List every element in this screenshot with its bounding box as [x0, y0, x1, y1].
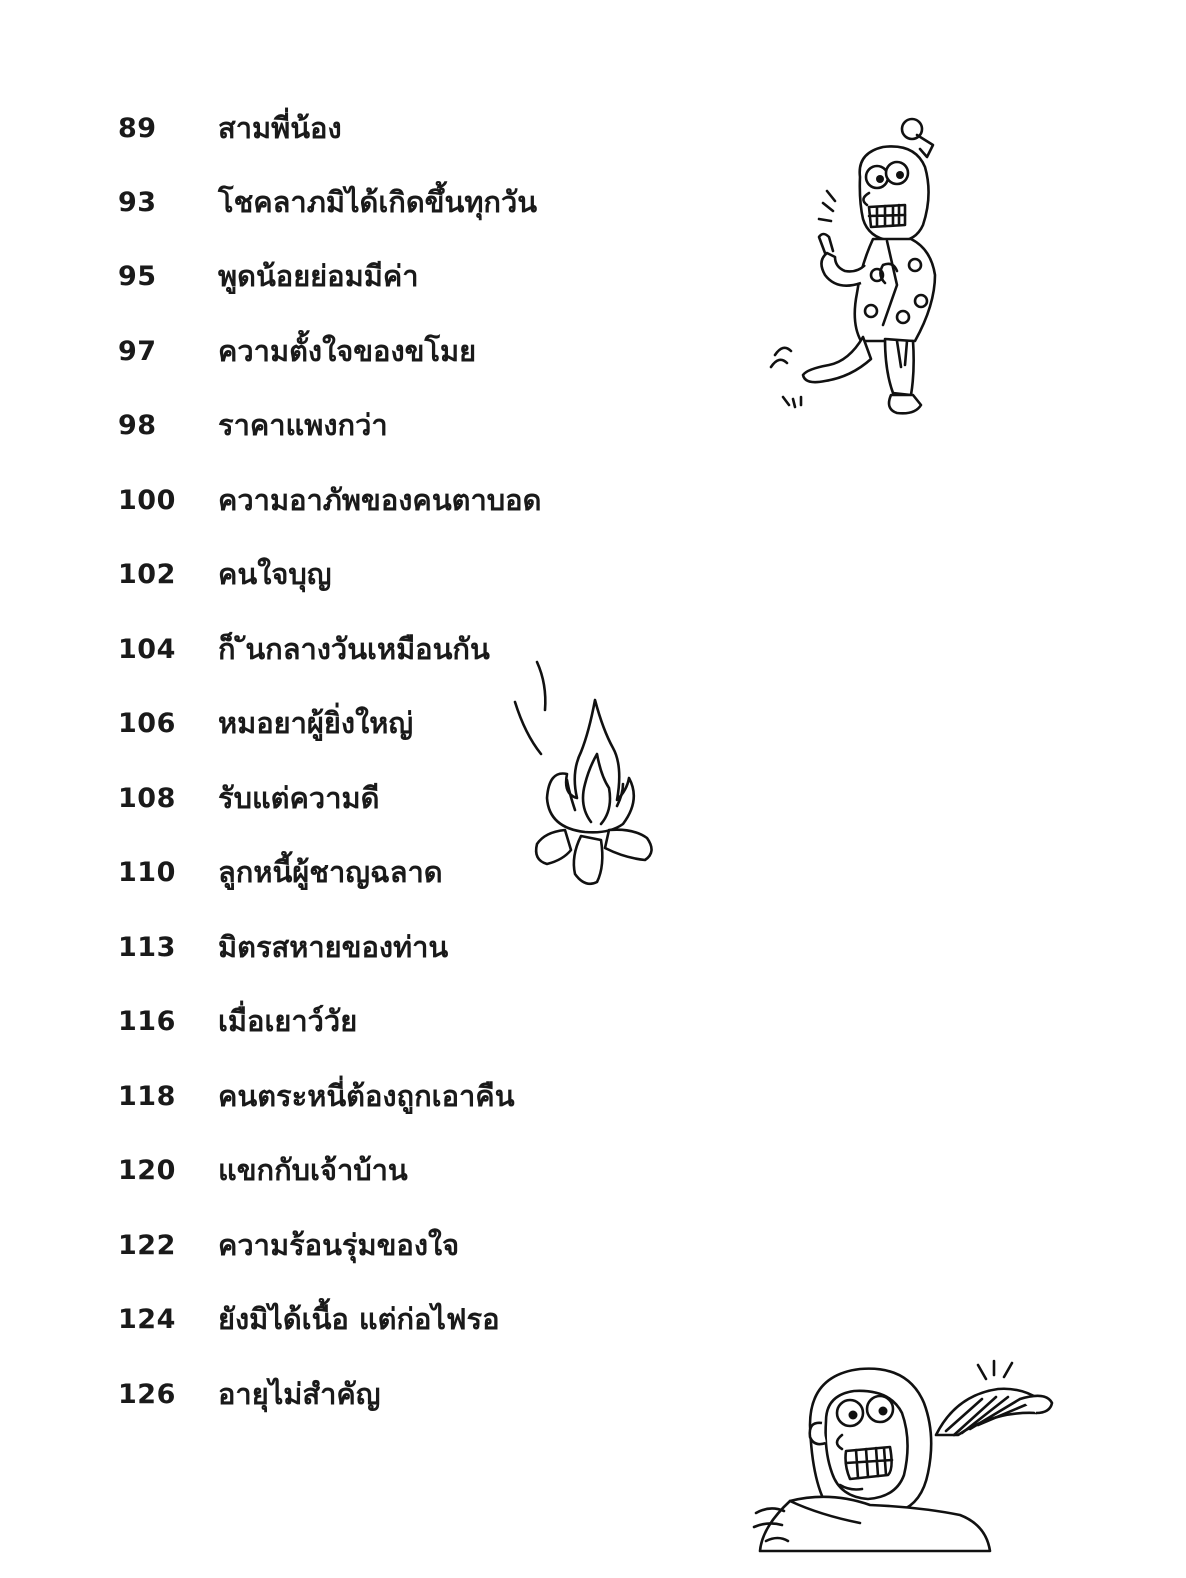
- toc-title: แขกกับเจ้าบ้าน: [218, 1153, 408, 1187]
- toc-entry[interactable]: [118, 773, 379, 823]
- toc-title: คนตระหนี่ต้องถูกเอาคืน: [218, 1079, 515, 1113]
- toc-page-number: 98: [118, 409, 157, 441]
- walking-man-cartoon-icon: [765, 115, 965, 420]
- toc-entry[interactable]: [118, 549, 332, 599]
- toc-page-number: 116: [118, 1005, 176, 1037]
- toc-entry[interactable]: [118, 624, 490, 674]
- toc-title: สามพี่น้อง: [218, 111, 342, 145]
- toc-title: รับแต่ความดี: [218, 781, 380, 815]
- campfire-drawing-icon: [505, 660, 665, 895]
- toc-entry[interactable]: [118, 326, 476, 376]
- toc-page-number: 122: [118, 1229, 176, 1261]
- toc-entry[interactable]: [118, 475, 541, 525]
- toc-title: ก็ ันกลางวันเหมือนกัน: [218, 632, 490, 666]
- toc-title: เมื่อเยาว์วัย: [218, 1004, 358, 1038]
- toc-page-number: 108: [118, 782, 176, 814]
- toc-page-number: 102: [118, 558, 176, 590]
- toc-entry[interactable]: [118, 996, 357, 1046]
- toc-title: พูดน้อยย่อมมีค่า: [218, 259, 419, 293]
- toc-title: ยังมิได้เนื้อ แต่ก่อไฟรอ: [218, 1302, 500, 1336]
- toc-entry[interactable]: [118, 400, 388, 450]
- toc-title: ลูกหนี้ผู้ชาญฉลาด: [218, 855, 443, 889]
- toc-entry[interactable]: [118, 1071, 515, 1121]
- toc-title: ความอาภัพของคนตาบอด: [218, 483, 542, 517]
- toc-entry[interactable]: [118, 1145, 408, 1195]
- toc-page-number: 89: [118, 112, 157, 144]
- toc-title: หมอยาผู้ยิ่งใหญ่: [218, 706, 414, 740]
- toc-page-number: 104: [118, 633, 176, 665]
- toc-page-number: 95: [118, 260, 157, 292]
- startled-man-cartoon-icon: [750, 1355, 1060, 1555]
- toc-page-number: 93: [118, 186, 157, 218]
- toc-page-number: 100: [118, 484, 176, 516]
- toc-title: โชคลาภมิได้เกิดขึ้นทุกวัน: [218, 185, 538, 219]
- toc-page-number: 124: [118, 1303, 176, 1335]
- toc-title: มิตรสหายของท่าน: [218, 930, 449, 964]
- toc-page-number: 106: [118, 707, 176, 739]
- toc-page-number: 126: [118, 1378, 176, 1410]
- toc-entry[interactable]: [118, 847, 443, 897]
- toc-page-number: 120: [118, 1154, 176, 1186]
- toc-title: ราคาแพงกว่า: [218, 408, 388, 442]
- toc-title: ความตั้งใจของขโมย: [218, 334, 477, 368]
- toc-page-number: 113: [118, 931, 176, 963]
- toc-entry[interactable]: [118, 251, 419, 301]
- toc-entry[interactable]: [118, 1369, 381, 1419]
- toc-entry[interactable]: [118, 698, 413, 748]
- toc-page-number: 110: [118, 856, 176, 888]
- toc-title: ความร้อนรุ่มของใจ: [218, 1228, 460, 1262]
- toc-entry[interactable]: [118, 922, 448, 972]
- toc-title: คนใจบุญ: [218, 557, 332, 591]
- toc-entry[interactable]: [118, 103, 342, 153]
- toc-page-number: 118: [118, 1080, 176, 1112]
- toc-title: อายุไม่สำคัญ: [218, 1377, 381, 1411]
- toc-entry[interactable]: [118, 177, 537, 227]
- toc-entry[interactable]: [118, 1220, 459, 1270]
- toc-entry[interactable]: [118, 1294, 500, 1344]
- toc-page-number: 97: [118, 335, 157, 367]
